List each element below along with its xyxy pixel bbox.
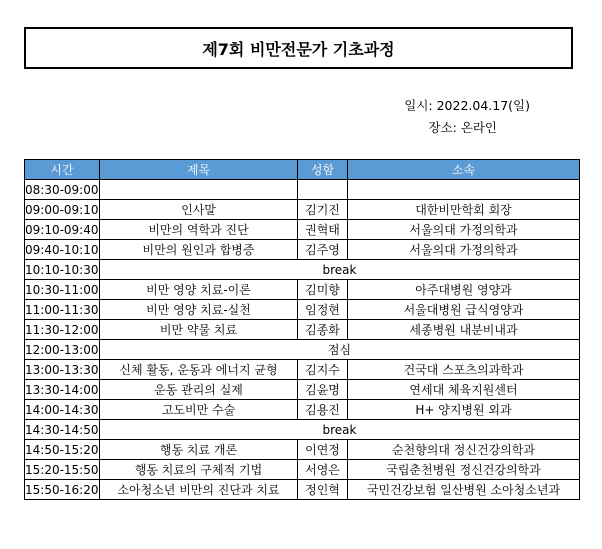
time-cell: 15:50-16:20 (25, 480, 100, 500)
span-cell: break (100, 260, 580, 280)
name-cell: 권혁태 (298, 220, 348, 240)
org-cell: 서울의대 가정의학과 (348, 240, 580, 260)
table-row (25, 240, 580, 260)
time-cell: 09:10-09:40 (25, 220, 100, 240)
table-row (25, 300, 580, 320)
time-cell: 13:30-14:00 (25, 380, 100, 400)
table-row (25, 460, 580, 480)
org-cell: 대한비만학회 회장 (348, 200, 580, 220)
org-cell: 연세대 체육지원센터 (348, 380, 580, 400)
title-cell: 신체 활동, 운동과 에너지 균형 (100, 360, 298, 380)
header-name: 성함 (298, 160, 348, 180)
org-cell: 서울의대 가정의학과 (348, 220, 580, 240)
time-cell: 10:30-11:00 (25, 280, 100, 300)
name-cell: 이연정 (298, 440, 348, 460)
table-row (25, 320, 580, 340)
time-cell: 11:30-12:00 (25, 320, 100, 340)
table-row (25, 260, 580, 280)
name-cell: 김미향 (298, 280, 348, 300)
time-cell: 08:30-09:00 (25, 180, 100, 200)
time-cell: 14:30-14:50 (25, 420, 100, 440)
event-date: 일시: 2022.04.17(일) (404, 98, 530, 113)
schedule-table (24, 159, 580, 500)
title-cell: 비만 영양 치료-이론 (100, 280, 298, 300)
title-cell: 행동 치료의 구체적 기법 (100, 460, 298, 480)
table-row (25, 200, 580, 220)
name-cell: 김종화 (298, 320, 348, 340)
org-cell: 서울대병원 급식영양과 (348, 300, 580, 320)
time-cell: 09:40-10:10 (25, 240, 100, 260)
table-row (25, 380, 580, 400)
table-row (25, 440, 580, 460)
span-cell: 점심 (100, 340, 580, 360)
org-cell: 국민건강보험 일산병원 소아청소년과 (348, 480, 580, 500)
time-cell: 14:50-15:20 (25, 440, 100, 460)
org-cell: H+ 양지병원 외과 (348, 400, 580, 420)
name-cell: 정인혁 (298, 480, 348, 500)
time-cell: 10:10-10:30 (25, 260, 100, 280)
table-row (25, 480, 580, 500)
table-row (25, 280, 580, 300)
table-row (25, 360, 580, 380)
header-org: 소속 (348, 160, 580, 180)
table-row (25, 420, 580, 440)
time-cell: 09:00-09:10 (25, 200, 100, 220)
title-cell (100, 180, 298, 200)
header-title: 제목 (100, 160, 298, 180)
org-cell (348, 180, 580, 200)
org-cell: 건국대 스포츠의과학과 (348, 360, 580, 380)
event-place: 장소: 온라인 (428, 120, 497, 135)
time-cell: 11:00-11:30 (25, 300, 100, 320)
name-cell: 김기진 (298, 200, 348, 220)
title-cell: 고도비만 수술 (100, 400, 298, 420)
table-row (25, 220, 580, 240)
page-title: 제7회 비만전문가 기초과정 (24, 27, 573, 69)
span-cell: break (100, 420, 580, 440)
title-cell: 비만의 역학과 진단 (100, 220, 298, 240)
org-cell: 아주대병원 영양과 (348, 280, 580, 300)
name-cell: 서영은 (298, 460, 348, 480)
time-cell: 14:00-14:30 (25, 400, 100, 420)
title-cell: 행동 치료 개론 (100, 440, 298, 460)
title-cell: 비만의 원인과 합병증 (100, 240, 298, 260)
name-cell (298, 180, 348, 200)
org-cell: 세종병원 내분비내과 (348, 320, 580, 340)
table-row (25, 340, 580, 360)
table-header-row (25, 160, 580, 180)
table-body (25, 180, 580, 500)
table-row (25, 400, 580, 420)
title-cell: 인사말 (100, 200, 298, 220)
time-cell: 13:00-13:30 (25, 360, 100, 380)
table-row (25, 180, 580, 200)
name-cell: 김주영 (298, 240, 348, 260)
org-cell: 순천향의대 정신건강의학과 (348, 440, 580, 460)
name-cell: 임정현 (298, 300, 348, 320)
title-cell: 소아청소년 비만의 진단과 치료 (100, 480, 298, 500)
org-cell: 국립춘천병원 정신건강의학과 (348, 460, 580, 480)
name-cell: 김윤명 (298, 380, 348, 400)
header-time: 시간 (25, 160, 100, 180)
name-cell: 김지수 (298, 360, 348, 380)
time-cell: 15:20-15:50 (25, 460, 100, 480)
time-cell: 12:00-13:00 (25, 340, 100, 360)
name-cell: 김용진 (298, 400, 348, 420)
title-cell: 운동 관리의 실제 (100, 380, 298, 400)
title-cell: 비만 영양 치료-실천 (100, 300, 298, 320)
title-cell: 비만 약물 치료 (100, 320, 298, 340)
